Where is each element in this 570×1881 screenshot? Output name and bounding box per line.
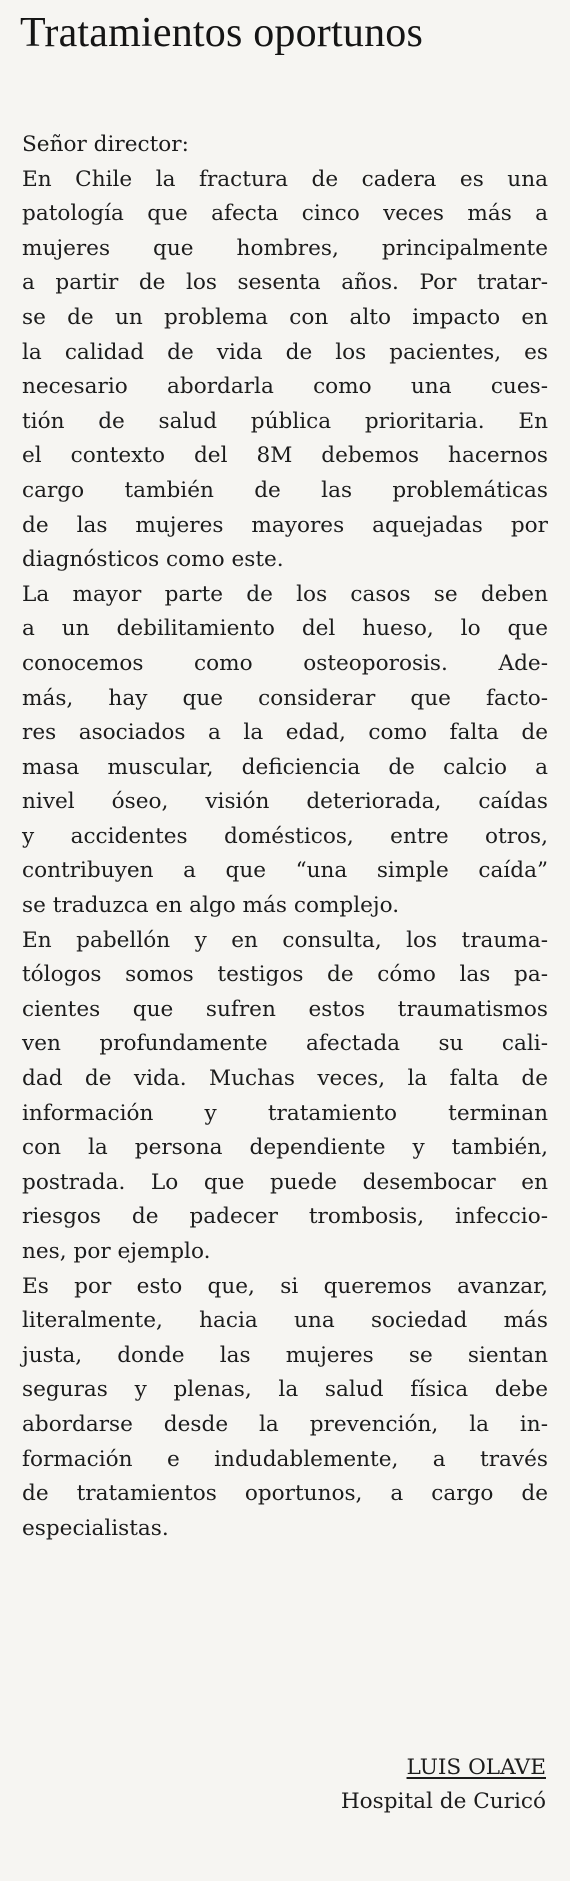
signature <box>341 1752 546 1820</box>
text-line: conocemos como osteoporosis. Ade- <box>22 650 548 676</box>
text-line: masa muscular, deficiencia de calcio a <box>22 754 548 780</box>
letter-body <box>22 128 548 1546</box>
author-name: LUIS OLAVE <box>406 1755 546 1780</box>
text-line: con la persona dependiente y también, <box>22 1135 548 1161</box>
text-line: de las mujeres mayores aquejadas por <box>22 512 548 538</box>
text-line: Es por esto que, si queremos avanzar, <box>22 1273 548 1299</box>
text-line: postrada. Lo que puede desembocar en <box>22 1169 548 1195</box>
text-line: nivel óseo, visión deteriorada, caídas <box>22 789 548 815</box>
text-line: de tratamientos oportunos, a cargo de <box>22 1481 548 1507</box>
text-line: riesgos de padecer trombosis, infeccio- <box>22 1204 548 1230</box>
text-line: y accidentes domésticos, entre otros, <box>22 823 548 849</box>
text-line: información y tratamiento terminan <box>22 1100 548 1126</box>
text-line: ven profundamente afectada su cali- <box>22 1031 548 1057</box>
text-line: patología que afecta cinco veces más a <box>22 201 548 227</box>
author-affiliation: Hospital de Curicó <box>340 1789 546 1814</box>
text-line: más, hay que considerar que facto- <box>22 685 548 711</box>
text-line: abordarse desde la prevención, la in- <box>22 1411 548 1437</box>
text-line: a un debilitamiento del hueso, lo que <box>22 616 548 642</box>
text-line: justa, donde las mujeres se sientan <box>22 1342 548 1368</box>
text-line: cientes que sufren estos traumatismos <box>22 996 548 1022</box>
text-line: se de un problema con alto impacto en <box>22 304 548 330</box>
text-line: mujeres que hombres, principalmente <box>22 235 548 261</box>
text-line: a partir de los sesenta años. Por tratar- <box>22 270 548 296</box>
text-line: res asociados a la edad, como falta de <box>22 720 548 746</box>
text-line: tión de salud pública prioritaria. En <box>22 408 548 434</box>
text-line: especialistas. <box>22 1515 169 1541</box>
text-line: En pabellón y en consulta, los trauma- <box>22 927 548 953</box>
text-line: se traduzca en algo más complejo. <box>22 893 400 919</box>
text-line: dad de vida. Muchas veces, la falta de <box>22 1066 548 1092</box>
text-line: tólogos somos testigos de cómo las pa- <box>22 962 548 988</box>
text-line: literalmente, hacia una sociedad más <box>22 1308 548 1334</box>
text-line: el contexto del 8M debemos hacernos <box>22 443 548 469</box>
text-line: En Chile la fractura de cadera es una <box>22 166 548 192</box>
text-line: nes, por ejemplo. <box>22 1239 211 1264</box>
text-line: cargo también de las problemáticas <box>22 477 548 503</box>
text-line: formación e indudablemente, a través <box>22 1446 548 1472</box>
text-line: la calidad de vida de los pacientes, es <box>22 339 548 365</box>
text-line: La mayor parte de los casos se deben <box>22 581 548 607</box>
text-line: contribuyen a que “una simple caída” <box>22 858 548 884</box>
text-line: necesario abordarla como una cues- <box>22 374 548 400</box>
text-line: seguras y plenas, la salud física debe <box>22 1377 548 1403</box>
text-line: diagnósticos como este. <box>22 547 284 573</box>
headline: Tratamientos oportunos <box>20 10 424 56</box>
salutation: Señor director: <box>22 132 189 157</box>
